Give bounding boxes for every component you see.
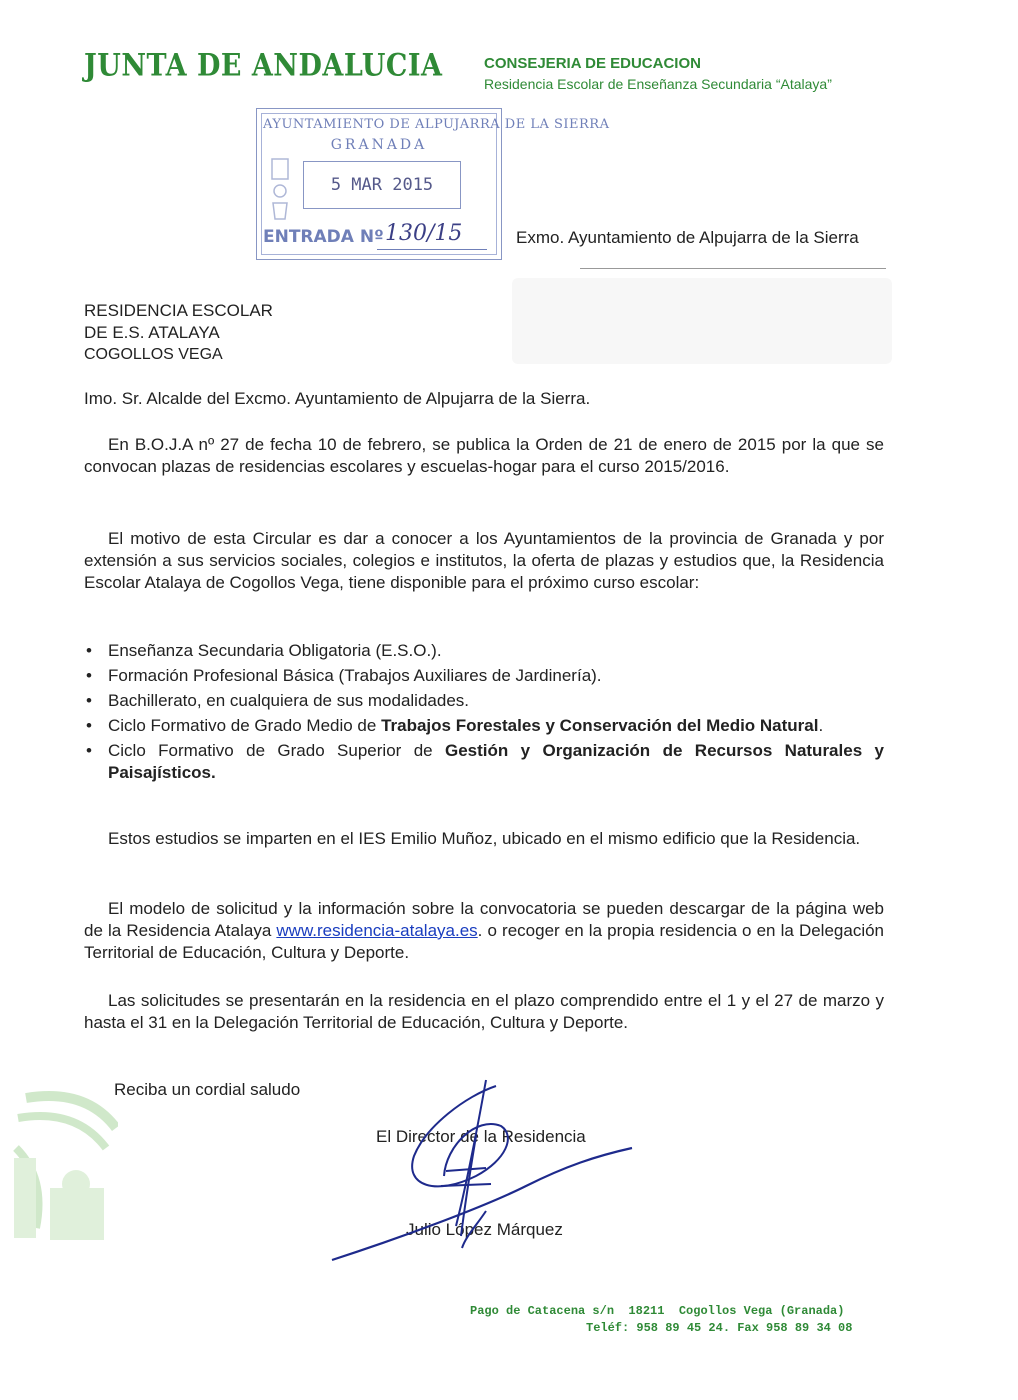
registration-stamp — [256, 108, 610, 260]
sender-block — [84, 300, 273, 366]
stamp-entrada-number: 130/15 — [385, 221, 463, 246]
stamp-entrada-label: ENTRADA Nº — [263, 227, 384, 247]
sender-line-2: DE E.S. ATALAYA — [84, 323, 220, 342]
show-through-shadow — [512, 278, 892, 364]
list-item-text: Ciclo Formativo de Grado Medio de — [108, 716, 382, 735]
paragraph-4 — [84, 898, 884, 964]
list-item-bold: Gestión y Organización de Recursos Naturales y Paisajísticos. — [108, 741, 884, 782]
closing-greeting: Reciba un cordial saludo — [114, 1080, 301, 1099]
sender-line-3: COGOLLOS VEGA — [84, 346, 223, 363]
paragraph-5: Las solicitudes se presentarán en la residencia en el plazo comprendido entre el 1 y el 27 de marzo y hasta el 31 en la Delegación Territorial de Educación, Cultura y Deporte. — [84, 991, 884, 1032]
list-item: • Bachillerato, en cualquiera de sus modalidades. — [84, 690, 884, 712]
list-item — [84, 715, 884, 737]
paragraph-3: Estos estudios se imparten en el IES Emilio Muñoz, ubicado en el mismo edificio que la Residencia. — [108, 829, 861, 848]
paragraph-1: En B.O.J.A nº 27 de fecha 10 de febrero, se publica la Orden de 21 de enero de 2015 por la que se convocan plazas de residencias escolares y escuelas-hogar para el curso 2015/2016. — [84, 435, 884, 476]
stamp-number-underline — [377, 249, 487, 250]
andalucia-emblem-icon — [6, 1088, 118, 1248]
signatory-title: El Director de la Residencia — [376, 1127, 586, 1146]
list-item: • Enseñanza Secundaria Obligatoria (E.S.O.). — [84, 640, 884, 662]
stamp-date-box — [303, 161, 461, 209]
stamp-province: GRANADA — [330, 137, 428, 153]
sender-line-1: RESIDENCIA ESCOLAR — [84, 301, 273, 320]
recipient-address: Exmo. Ayuntamiento de Alpujarra de la Sierra — [516, 228, 859, 247]
stamp-date: 5 MAR 2015 — [330, 175, 434, 195]
paragraph-4-text: . o recoger en la propia residencia o en la Delegación Territorial de Educación, Cultura y Deporte. — [84, 921, 884, 962]
stamp-municipality: AYUNTAMIENTO DE ALPUJARRA DE LA SIERRA — [263, 117, 610, 132]
letter-greeting: Imo. Sr. Alcalde del Excmo. Ayuntamiento de Alpujarra de la Sierra. — [84, 389, 591, 408]
signatory-name: Julio López Márquez — [406, 1220, 563, 1239]
list-item-bold: Trabajos Forestales y Conservación del Medio Natural — [381, 716, 819, 735]
footer-address: Pago de Catacena s/n 18211 Cogollos Vega (Granada) — [470, 1304, 845, 1318]
paragraph-2: El motivo de esta Circular es dar a conocer a los Ayuntamientos de la provincia de Granada y por extensión a sus servicios sociales, colegios e institutos, la oferta de plazas y estudios que, la Residencia Escolar Atalaya de Cogollos Vega, tiene disponible para el próximo curso escolar: — [84, 529, 884, 592]
department-name: CONSEJERIA DE EDUCACION — [484, 55, 701, 72]
footer-phones: Teléf: 958 89 45 24. Fax 958 89 34 08 — [586, 1321, 853, 1335]
paragraph-4-text: El modelo de solicitud y la información sobre la convocatoria se pueden descargar de la página web de la Residencia Atalaya — [84, 899, 884, 940]
handwritten-signature-icon — [326, 1076, 636, 1266]
list-item-text: Ciclo Formativo de Grado Superior de — [108, 741, 445, 760]
institution-name: Residencia Escolar de Enseñanza Secundaria “Atalaya” — [484, 76, 832, 92]
residence-website-link[interactable]: www.residencia-atalaya.es — [276, 921, 478, 940]
coat-of-arms-icon — [269, 155, 291, 225]
list-item: • Formación Profesional Básica (Trabajos Auxiliares de Jardinería). — [84, 665, 884, 687]
list-item-text: . — [818, 716, 824, 735]
recipient-underline — [580, 268, 886, 269]
list-item — [84, 740, 884, 784]
junta-logo-text: JUNTA DE ANDALUCIA — [84, 48, 443, 84]
studies-list — [84, 640, 884, 787]
